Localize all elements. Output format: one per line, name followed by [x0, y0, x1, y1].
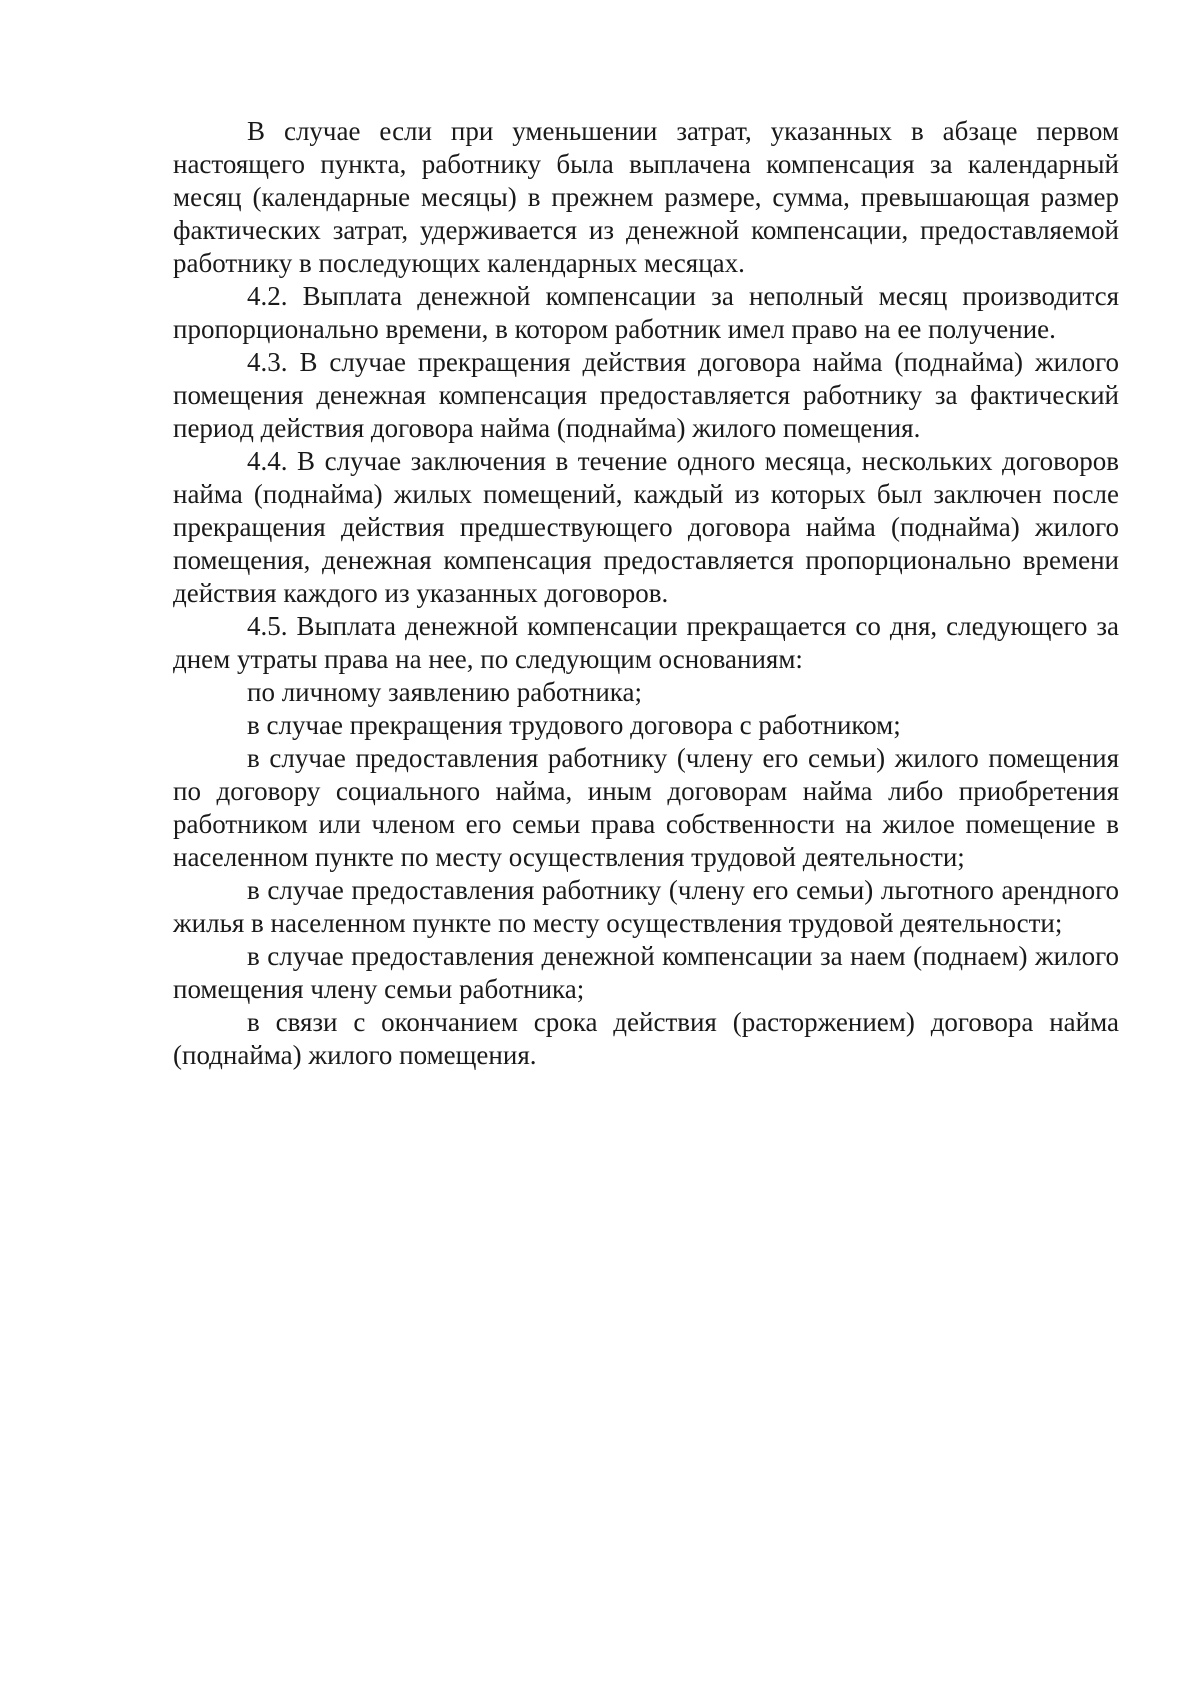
document-body [173, 115, 1119, 1072]
paragraph-4-4: 4.4. В случае заключения в течение одного месяца, нескольких договоров найма (поднайма) жилых помещений, каждый из которых был заключен после прекращения действия предшествующего договора найма (поднайма) жилого помещения, денежная компенсация предоставляется пропорционально времени действия каждого из указанных договоров. [173, 446, 1119, 608]
ground-compensation-family-member: в случае предоставления денежной компенсации за наем (поднаем) жилого помещения члену семьи работника; [173, 941, 1119, 1004]
ground-contract-expiry: в связи с окончанием срока действия (расторжением) договора найма (поднайма) жилого помещения. [173, 1007, 1119, 1070]
ground-personal-application: по личному заявлению работника; [247, 677, 642, 707]
ground-housing-provided: в случае предоставления работнику (члену его семьи) жилого помещения по договору социального найма, иным договорам найма либо приобретения работником или членом его семьи права собственности на жилое помещение в населенном пункте по месту осуществления трудовой деятельности; [173, 743, 1119, 872]
ground-termination-employment: в случае прекращения трудового договора с работником; [247, 710, 901, 740]
paragraph-4-2: 4.2. Выплата денежной компенсации за неполный месяц производится пропорционально времени, в котором работник имел право на ее получение. [173, 281, 1119, 344]
paragraph-reduced-costs: В случае если при уменьшении затрат, указанных в абзаце первом настоящего пункта, работнику была выплачена компенсация за календарный месяц (календарные месяцы) в прежнем размере, сумма, превышающая размер фактических затрат, удерживается из денежной компенсации, предоставляемой работнику в последующих календарных месяцах. [173, 116, 1119, 278]
paragraph-4-3: 4.3. В случае прекращения действия договора найма (поднайма) жилого помещения денежная компенсация предоставляется работнику за фактический период действия договора найма (поднайма) жилого помещения. [173, 347, 1119, 443]
paragraph-4-5: 4.5. Выплата денежной компенсации прекращается со дня, следующего за днем утраты права на нее, по следующим основаниям: [173, 611, 1119, 674]
ground-preferential-rental: в случае предоставления работнику (члену его семьи) льготного арендного жилья в населенном пункте по месту осуществления трудовой деятельности; [173, 875, 1119, 938]
